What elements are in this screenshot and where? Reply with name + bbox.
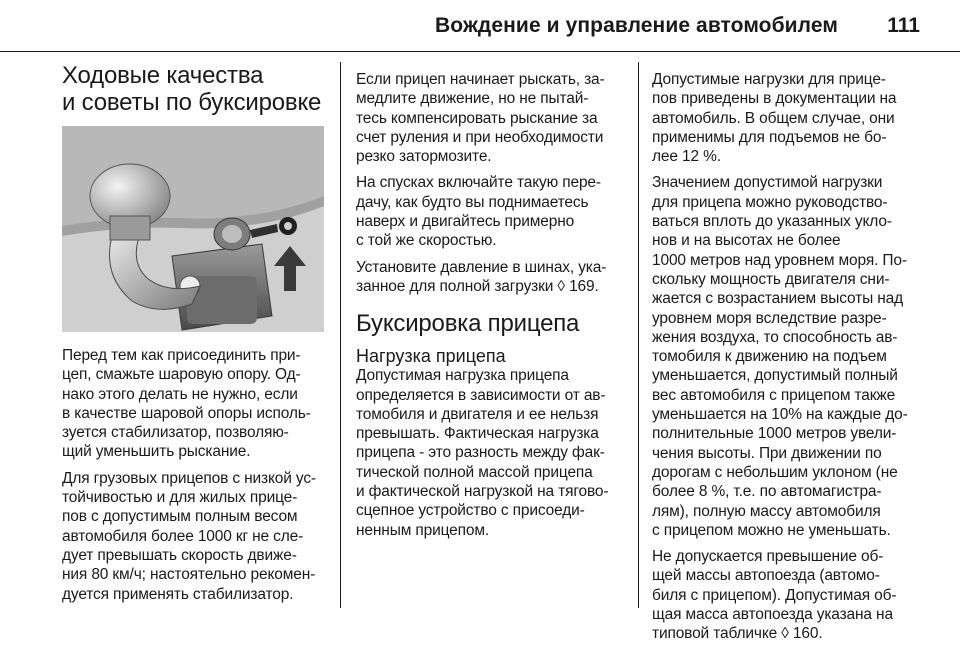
column-1 <box>62 62 324 611</box>
column-divider-1 <box>340 62 341 608</box>
text-line: щий уменьшить рыскание. <box>62 443 251 461</box>
text-line: сцепное устройство с присоеди- <box>356 502 585 520</box>
text-line: Перед тем как присоединить при- <box>62 347 301 364</box>
text-line: и фактической нагрузкой на тягово- <box>356 483 609 501</box>
text-line: автомобиля более 1000 кг не сле- <box>62 527 304 545</box>
paragraph <box>356 173 624 250</box>
paragraph <box>62 346 324 462</box>
text-line: лям), полную массу автомобиля <box>652 502 881 520</box>
column-divider-2 <box>638 62 639 608</box>
column-2 <box>356 70 624 547</box>
text-line: тойчивостью и для жилых прице- <box>62 489 298 507</box>
text-line: Допустимая нагрузка прицепа <box>356 367 569 385</box>
text-line: скольку мощность двигателя сни- <box>652 270 890 288</box>
text-line: Если прицеп начинает рыскать, за- <box>356 71 605 88</box>
text-line: в качестве шаровой опоры исполь- <box>62 404 311 422</box>
running-title: Вождение и управление автомобилем <box>435 14 838 37</box>
text-line: занное для полной загрузки ◊ 169. <box>356 277 599 295</box>
text-line: ненным прицепом. <box>356 521 489 539</box>
text-line: медлите движение, но не пытай- <box>356 90 589 108</box>
text-line: дуется применять стабилизатор. <box>62 585 294 603</box>
text-line: применимы для подъемов не бо- <box>652 128 887 146</box>
text-line: биля с прицепом). Допустимая об- <box>652 586 897 604</box>
tow-hitch-illustration <box>62 126 324 332</box>
text-line: Для грузовых прицепов с низкой ус- <box>62 469 316 487</box>
text-line: пов приведены в документации на <box>652 90 897 108</box>
text-line: дорогам с небольшим уклоном (не <box>652 463 898 481</box>
text-line: Установите давление в шинах, ука- <box>356 258 607 276</box>
text-line: резко затормозите. <box>356 148 492 166</box>
text-line: пов с допустимым полным весом <box>62 508 298 526</box>
paragraph <box>652 173 942 540</box>
text-line: томобиля и двигателя и ее нельзя <box>356 405 599 423</box>
text-line: более 8 %, т.е. по автомагистра- <box>652 483 882 501</box>
section-heading-towing: Буксировка прицепа <box>356 310 580 338</box>
text-line: 1000 метров над уровнем моря. По- <box>652 251 907 269</box>
text-line: щая масса автопоезда указана на <box>652 606 893 624</box>
paragraph <box>356 258 624 297</box>
text-line: дачу, как будто вы поднимаетесь <box>356 193 589 211</box>
text-line: Значением допустимой нагрузки <box>652 174 883 192</box>
page-header <box>0 0 960 48</box>
paragraph <box>652 547 942 643</box>
text-line: ния 80 км/ч; настоятельно рекомен- <box>62 566 316 584</box>
text-line: нако этого делать не нужно, если <box>62 385 298 403</box>
text-line: нов и на высотах не более <box>652 232 841 250</box>
text-line: вес автомобиля с прицепом также <box>652 386 896 404</box>
header-divider <box>0 51 960 52</box>
text-line: наверх и двигайтесь примерно <box>356 213 575 231</box>
text-line: Не допускается превышение об- <box>652 548 884 566</box>
paragraph <box>356 70 624 166</box>
text-line: счет руления и при необходимости <box>356 128 604 146</box>
heading-line: Ходовые качества <box>62 62 264 89</box>
text-line: лее 12 %. <box>652 148 721 166</box>
text-line: жается с возрастанием высоты над <box>652 290 904 308</box>
paragraph <box>652 70 942 166</box>
text-line: щей массы автопоезда (автомо- <box>652 567 880 585</box>
text-line: уровнем моря вследствие разре- <box>652 309 887 327</box>
subheading-trailer-load: Нагрузка прицепа <box>356 346 506 367</box>
text-line: тической полной массой прицепа <box>356 463 593 481</box>
text-line: жения воздуха, то способность ав- <box>652 328 898 346</box>
text-line: чения высоты. При движении по <box>652 444 882 462</box>
tow-hitch-drawing <box>62 126 324 332</box>
text-line: томобиля к движению на подъем <box>652 348 887 366</box>
text-line: превышать. Фактическая нагрузка <box>356 425 599 443</box>
text-line: уменьшается, допустимый полный <box>652 367 898 385</box>
paragraph <box>62 469 324 604</box>
text-line: с той же скоростью. <box>356 232 497 250</box>
text-line: Допустимые нагрузки для прице- <box>652 71 886 88</box>
text-line: ваться вплоть до указанных укло- <box>652 213 892 231</box>
text-line: с прицепом можно не уменьшать. <box>652 521 891 539</box>
section-heading-handling <box>62 62 324 116</box>
page-number: 111 <box>887 14 920 37</box>
text-line: цеп, смажьте шаровую опору. Од- <box>62 366 301 384</box>
text-line: тесь компенсировать рыскание за <box>356 109 598 127</box>
text-line: прицепа - это разность между фак- <box>356 444 605 462</box>
text-line: определяется в зависимости от ав- <box>356 386 606 404</box>
paragraph <box>356 366 624 540</box>
text-line: уменьшается на 10% на каждые до- <box>652 406 908 424</box>
text-line: типовой табличке ◊ 160. <box>652 625 823 643</box>
text-line: для прицепа можно руководство- <box>652 193 888 211</box>
text-line: дует превышать скорость движе- <box>62 546 297 564</box>
column-3 <box>652 70 942 651</box>
text-line: На спусках включайте такую пере- <box>356 174 601 192</box>
text-line: зуется стабилизатор, позволяю- <box>62 424 289 442</box>
text-line: полнительные 1000 метров увели- <box>652 425 897 443</box>
heading-line: и советы по буксировке <box>62 89 322 116</box>
text-line: автомобиль. В общем случае, они <box>652 109 895 127</box>
